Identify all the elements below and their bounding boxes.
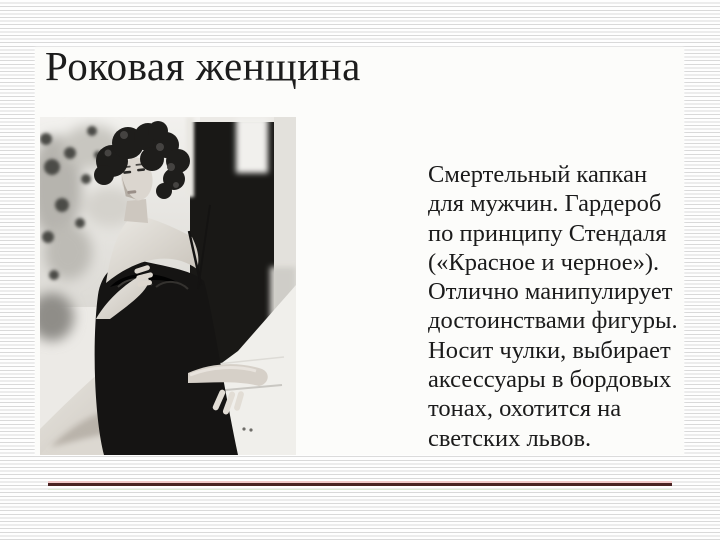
body-text-line: аксессуары в бордовых (428, 366, 672, 394)
slide-title: Роковая женщина (45, 43, 361, 89)
divider-accent-line (48, 483, 672, 486)
body-text-line: Отлично манипулирует (428, 278, 673, 306)
portrait-photo (40, 117, 296, 455)
body-text-line: достоинствами фигуры. (428, 307, 678, 335)
body-text-line: тонах, охотится на (428, 395, 622, 423)
divider-line (48, 481, 672, 491)
body-text-line: светских львов. (428, 424, 592, 452)
body-text-line: («Красное и черное»). (428, 248, 660, 276)
portrait-photo-graphic (40, 117, 296, 455)
body-text-block (428, 160, 696, 453)
divider-shadow-line (48, 489, 672, 490)
body-text-line: Носит чулки, выбирает (428, 336, 671, 364)
body-text-line: по принципу Стендаля (428, 219, 667, 247)
body-text-line: для мужчин. Гардероб (428, 190, 662, 218)
body-text-line: Смертельный капкан (428, 161, 648, 188)
